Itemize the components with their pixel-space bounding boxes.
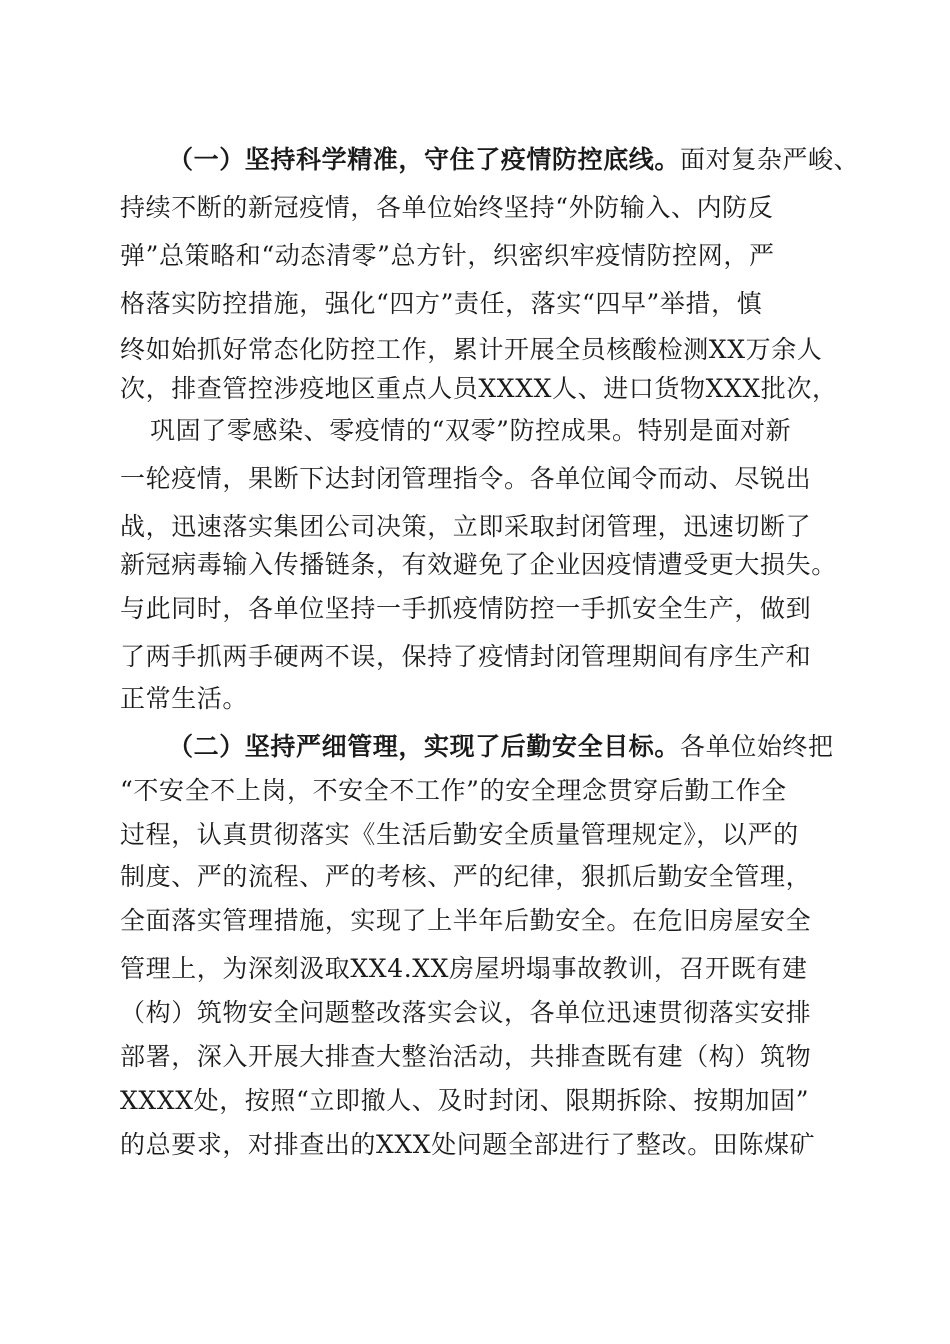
text-line-8: 一轮疫情，果断下达封闭管理指令。各单位闻令而动、尽锐出 [120, 464, 812, 493]
text-line-6: 次，排查管控涉疫地区重点人员XXXX人、进口货物XXX批次， [120, 374, 838, 403]
text-line-23: 的总要求，对排查出的XXX处问题全部进行了整改。田陈煤矿 [120, 1130, 816, 1159]
text-line-19: 管理上，为深刻汲取XX4.XX房屋坍塌事故教训，召开既有建 [120, 954, 808, 983]
text-line-11: 与此同时，各单位坚持一手抓疫情防控一手抓安全生产，做到 [120, 594, 812, 623]
section-heading-1: （一）坚持科学精准，守住了疫情防控底线。 [168, 145, 681, 174]
text-line-14 [168, 732, 840, 762]
text-line-3: 弹”总策略和“动态清零”总方针，织密织牢疫情防控网，严 [120, 241, 775, 270]
text-line-15: “不安全不上岗，不安全不工作”的安全理念贯穿后勤工作全 [120, 776, 787, 805]
section-heading-2: （二）坚持严细管理，实现了后勤安全目标。 [168, 732, 681, 761]
text-line-13: 正常生活。 [120, 684, 249, 713]
text-line-2: 持续不断的新冠疫情，各单位始终坚持“外防输入、内防反 [120, 193, 774, 222]
text-line-1 [168, 145, 860, 175]
text-line-7: 巩固了零感染、零疫情的“双零”防控成果。特别是面对新 [150, 416, 792, 445]
text-line-12: 了两手抓两手硬两不误，保持了疫情封闭管理期间有序生产和 [120, 642, 812, 671]
text-line-20: （构）筑物安全问题整改落实会议，各单位迅速贯彻落实安排 [120, 998, 812, 1027]
text-line-9: 战，迅速落实集团公司决策，立即采取封闭管理，迅速切断了 [120, 512, 812, 541]
text-line-16: 过程，认真贯彻落实《生活后勤安全质量管理规定》，以严的 [120, 820, 799, 849]
text-line-18: 全面落实管理措施，实现了上半年后勤安全。在危旧房屋安全 [120, 906, 812, 935]
text-line-10: 新冠病毒输入传播链条，有效避免了企业因疫情遭受更大损失。 [120, 550, 837, 579]
line-text: 面对复杂严峻、 [680, 145, 860, 174]
text-line-5: 终如始抓好常态化防控工作，累计开展全员核酸检测XX万余人 [120, 335, 823, 364]
text-line-21: 部署，深入开展大排查大整治活动，共排查既有建（构）筑物 [120, 1042, 812, 1071]
text-line-4: 格落实防控措施，强化“四方”责任，落实“四早”举措，慎 [120, 289, 763, 318]
text-line-22: XXXX处，按照“立即撤人、及时封闭、限期拆除、按期加固” [120, 1086, 810, 1115]
text-line-17: 制度、严的流程、严的考核、严的纪律，狠抓后勤安全管理， [120, 862, 812, 891]
line-text: 各单位始终把 [680, 732, 834, 761]
